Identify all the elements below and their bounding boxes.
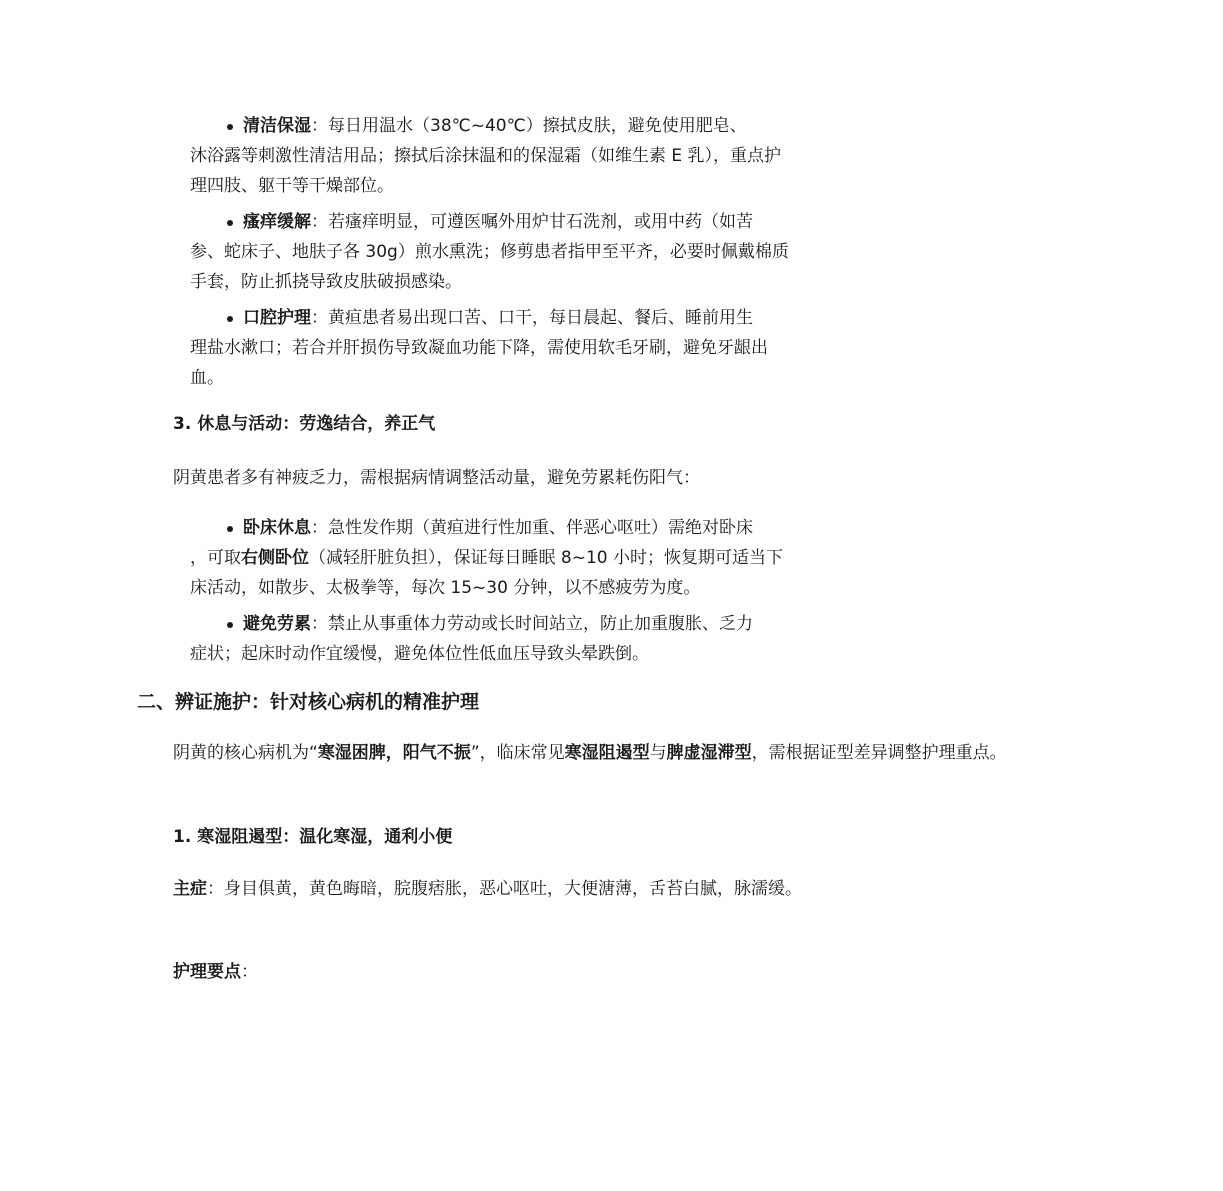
item-text-continued: 症状；起床时动作宜缓慢，避免体位性低血压导致头晕跌倒。 bbox=[190, 644, 649, 664]
chapter-heading: 二、辨证施护：针对核心病机的精准护理 bbox=[137, 691, 480, 713]
item-text-continued: 理盐水漱口；若合并肝损伤导致凝血功能下降，需使用软毛牙刷，避免牙龈出血。 bbox=[190, 338, 768, 388]
list-item bbox=[0, 609, 920, 669]
para-text: ”，临床常见 bbox=[470, 743, 565, 763]
item-text: ：急性发作期（黄疸进行性加重、伴恶心呕吐）需绝对卧床 bbox=[311, 518, 753, 538]
bullet-dot bbox=[227, 220, 233, 226]
para-text: 阴黄的核心病机为“ bbox=[173, 743, 318, 763]
care-bullet-list bbox=[0, 111, 920, 393]
bullet-dot bbox=[227, 124, 233, 130]
item-text-part: ，可取 bbox=[190, 548, 241, 568]
emphasis-text: 右侧卧位 bbox=[241, 548, 309, 568]
emphasis-text: 寒湿困脾，阳气不振 bbox=[317, 743, 471, 763]
para-text: 与 bbox=[649, 743, 667, 763]
emphasis-text: 寒湿阻遏型 bbox=[564, 743, 650, 763]
list-item bbox=[0, 207, 920, 297]
symptom-text: ：身目俱黄，黄色晦暗，脘腹痞胀，恶心呕吐，大便溏薄，舌苔白腻，脉濡缓。 bbox=[207, 879, 802, 899]
section-heading: 3. 休息与活动：劳逸结合，养正气 bbox=[173, 414, 436, 434]
care-points-label: 护理要点 bbox=[173, 962, 241, 982]
item-label: 避免劳累 bbox=[243, 614, 311, 634]
item-text: ：若瘙痒明显，可遵医嘱外用炉甘石洗剂，或用中药（如苦 bbox=[311, 212, 753, 232]
item-label: 卧床休息 bbox=[243, 518, 311, 538]
item-label: 口腔护理 bbox=[243, 308, 311, 328]
section-intro: 阴黄患者多有神疲乏力，需根据病情调整活动量，避免劳累耗伤阳气： bbox=[173, 468, 700, 488]
item-text-part: （减轻肝脏负担），保证每日睡眠 8~10 小时；恢复期可适当下床活动，如散步、太极拳等，每次 15~30 分钟，以不感疲劳为度。 bbox=[190, 548, 783, 598]
subsection-heading: 1. 寒湿阻遏型：温化寒湿，通利小便 bbox=[173, 827, 453, 847]
emphasis-text: 脾虚湿滞型 bbox=[666, 743, 752, 763]
item-text-continued: 沐浴露等刺激性清洁用品；擦拭后涂抹温和的保湿霜（如维生素 E 乳），重点护理四肢、躯干等干燥部位。 bbox=[190, 146, 782, 196]
item-label: 瘙痒缓解 bbox=[243, 212, 311, 232]
bullet-dot bbox=[227, 526, 233, 532]
item-text: ：黄疸患者易出现口苦、口干，每日晨起、餐后、睡前用生 bbox=[311, 308, 753, 328]
bullet-dot bbox=[227, 622, 233, 628]
main-symptoms bbox=[0, 874, 1223, 904]
bullet-dot bbox=[227, 316, 233, 322]
list-item bbox=[0, 111, 920, 201]
item-text-continued: 参、蛇床子、地肤子各 30g）煎水熏洗；修剪患者指甲至平齐，必要时佩戴棉质手套，防止抓挠导致皮肤破损感染。 bbox=[190, 242, 789, 292]
item-text: ：每日用温水（38℃~40℃）擦拭皮肤，避免使用肥皂、 bbox=[311, 116, 747, 136]
para-text: ，需根据证型差异调整护理重点。 bbox=[751, 743, 1007, 763]
item-text-continued bbox=[190, 543, 790, 603]
chapter-paragraph bbox=[0, 738, 1223, 768]
care-points bbox=[0, 957, 1223, 987]
item-text: ：禁止从事重体力劳动或长时间站立，防止加重腹胀、乏力 bbox=[311, 614, 753, 634]
list-item bbox=[0, 513, 920, 603]
list-item bbox=[0, 303, 920, 393]
rest-bullet-list bbox=[0, 513, 920, 669]
item-label: 清洁保湿 bbox=[243, 116, 311, 136]
symptom-label: 主症 bbox=[173, 879, 207, 899]
care-points-colon: ： bbox=[241, 962, 258, 982]
